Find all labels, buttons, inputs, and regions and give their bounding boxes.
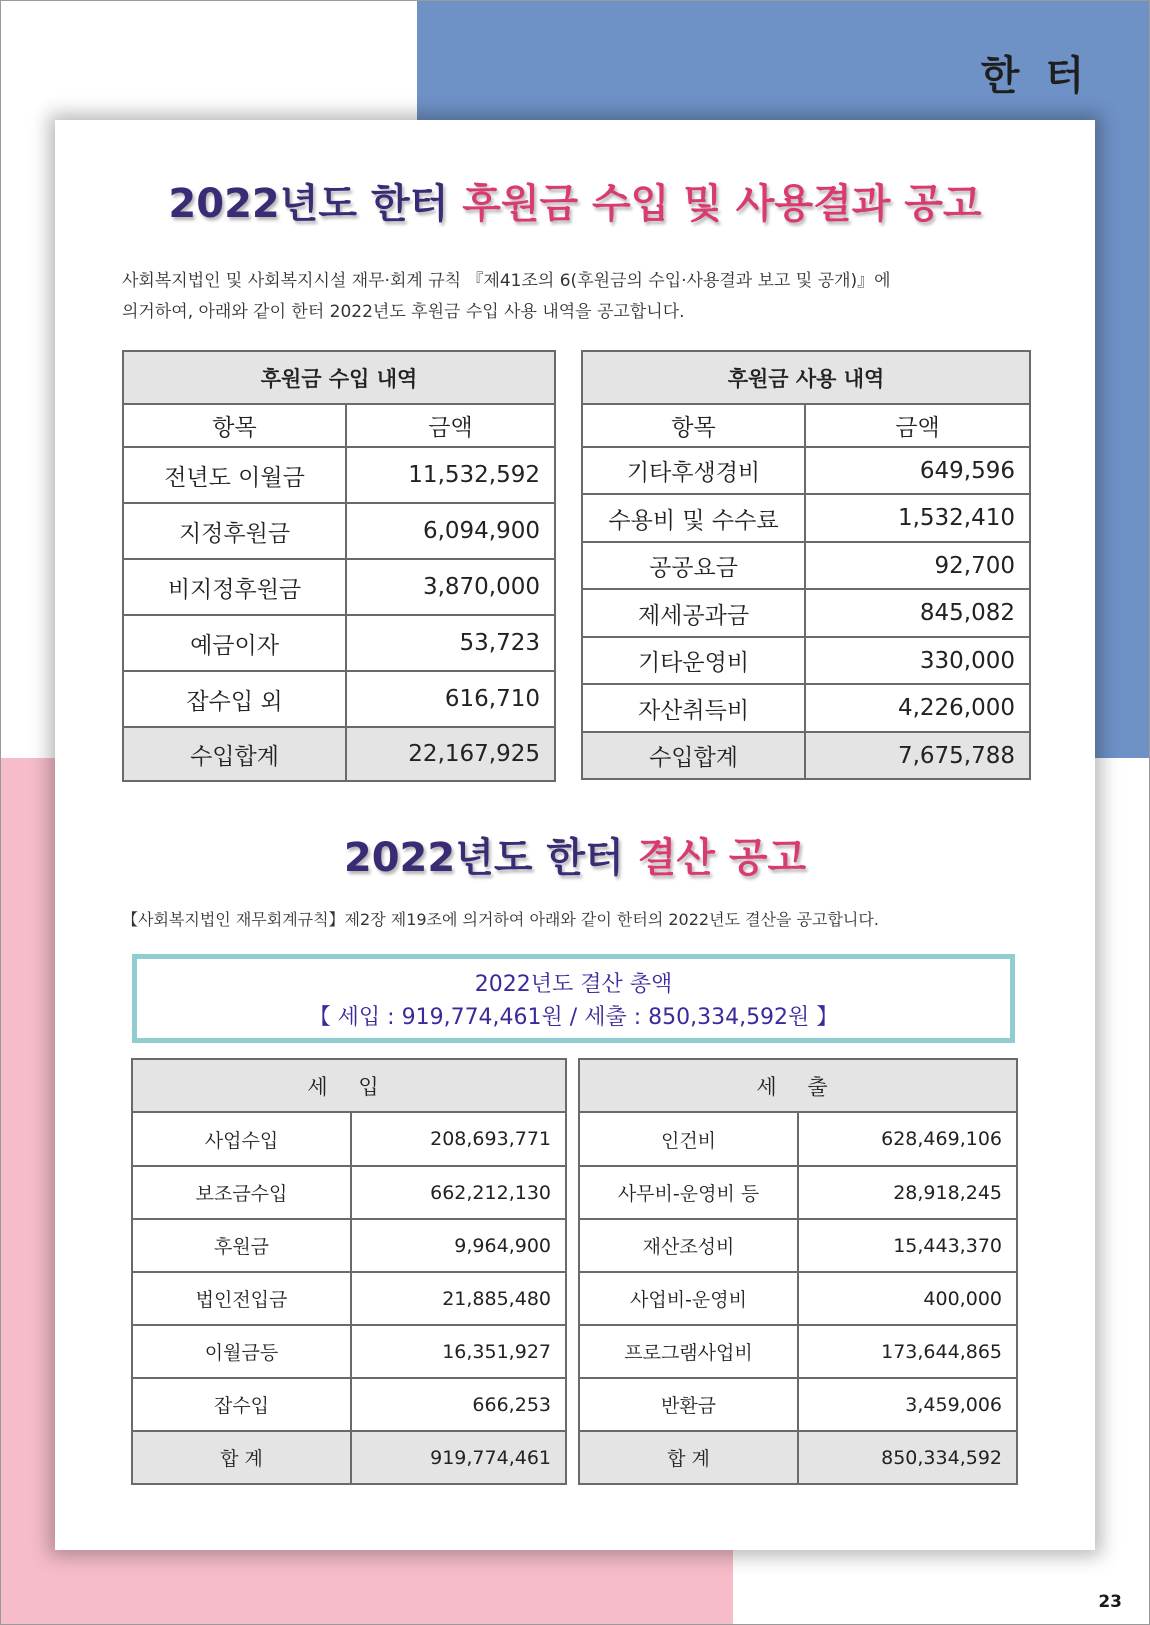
expense-row-label: 인건비 (579, 1112, 798, 1166)
revenue-row-value: 662,212,130 (351, 1166, 566, 1219)
income-row-label: 전년도 이월금 (123, 447, 346, 503)
expense-table-header: 세 출 (579, 1059, 1017, 1112)
revenue-total-row (132, 1431, 566, 1484)
table-row (579, 1378, 1017, 1431)
expense-row-value: 400,000 (798, 1272, 1017, 1325)
settlement-summary-line2: 【 세입 : 919,774,461원 / 세출 : 850,334,592원 】 (308, 1005, 839, 1030)
expense-row-value: 15,443,370 (798, 1219, 1017, 1272)
usage-row-value: 92,700 (805, 542, 1030, 589)
income-row-value: 11,532,592 (346, 447, 555, 503)
expense-total-value: 850,334,592 (798, 1431, 1017, 1484)
income-row-value: 3,870,000 (346, 559, 555, 615)
usage-row-label: 자산취득비 (582, 684, 805, 732)
usage-row-label: 수용비 및 수수료 (582, 494, 805, 542)
revenue-total-value: 919,774,461 (351, 1431, 566, 1484)
usage-total-label: 수입합계 (582, 732, 805, 779)
donation-intro-line2: 의거하여, 아래와 같이 한터 2022년도 후원금 수입 사용 내역을 공고합니다. (122, 302, 685, 322)
content-card (55, 120, 1095, 1550)
table-row (579, 1112, 1017, 1166)
revenue-table (131, 1058, 567, 1485)
usage-row-label: 기타운영비 (582, 637, 805, 684)
revenue-row-label: 법인전입금 (132, 1272, 351, 1325)
table-row (582, 447, 1030, 494)
usage-col-item: 항목 (582, 404, 805, 447)
income-col-amount: 금액 (346, 404, 555, 447)
income-table (122, 350, 556, 782)
table-row (582, 637, 1030, 684)
donation-intro-line1: 사회복지법인 및 사회복지시설 재무·회계 규칙 『제41조의 6(후원금의 수입·사용결과 보고 및 공개)』에 (122, 271, 891, 291)
settlement-title-pink: 결산 공고 (637, 835, 807, 881)
income-total-row (123, 727, 555, 781)
revenue-row-value: 16,351,927 (351, 1325, 566, 1378)
usage-col-amount: 금액 (805, 404, 1030, 447)
donation-intro (122, 266, 1022, 328)
donation-title-pink: 후원금 수입 및 사용결과 공고 (462, 181, 982, 227)
settlement-summary-box (132, 954, 1015, 1043)
usage-row-label: 공공요금 (582, 542, 805, 589)
revenue-total-label: 합 계 (132, 1431, 351, 1484)
table-row (582, 684, 1030, 732)
table-row (132, 1272, 566, 1325)
expense-total-label: 합 계 (579, 1431, 798, 1484)
usage-row-value: 1,532,410 (805, 494, 1030, 542)
expense-row-value: 3,459,006 (798, 1378, 1017, 1431)
table-row (123, 447, 555, 503)
table-row (582, 589, 1030, 637)
revenue-row-value: 9,964,900 (351, 1219, 566, 1272)
revenue-row-label: 보조금수입 (132, 1166, 351, 1219)
table-row (132, 1219, 566, 1272)
usage-total-row (582, 732, 1030, 779)
income-row-value: 616,710 (346, 671, 555, 727)
expense-total-row (579, 1431, 1017, 1484)
expense-row-label: 반환금 (579, 1378, 798, 1431)
table-row (579, 1325, 1017, 1378)
revenue-row-label: 이월금등 (132, 1325, 351, 1378)
income-row-label: 지정후원금 (123, 503, 346, 559)
income-row-value: 6,094,900 (346, 503, 555, 559)
expense-table (578, 1058, 1018, 1485)
income-row-label: 잡수입 외 (123, 671, 346, 727)
usage-table-header: 후원금 사용 내역 (582, 351, 1030, 404)
usage-row-label: 기타후생경비 (582, 447, 805, 494)
table-row (123, 559, 555, 615)
donation-title-dark: 2022년도 한터 (168, 181, 449, 227)
revenue-row-label: 잡수입 (132, 1378, 351, 1431)
expense-row-label: 사무비-운영비 등 (579, 1166, 798, 1219)
table-row (132, 1378, 566, 1431)
settlement-intro: 【사회복지법인 재무회계규칙】제2장 제19조에 의거하여 아래와 같이 한터의 2022년도 결산을 공고합니다. (122, 910, 879, 929)
expense-row-value: 628,469,106 (798, 1112, 1017, 1166)
revenue-table-header: 세 입 (132, 1059, 566, 1112)
expense-row-label: 프로그램사업비 (579, 1325, 798, 1378)
expense-row-label: 사업비-운영비 (579, 1272, 798, 1325)
table-row (132, 1325, 566, 1378)
donation-title (55, 172, 1095, 229)
table-row (582, 542, 1030, 589)
table-row (579, 1272, 1017, 1325)
usage-row-label: 제세공과금 (582, 589, 805, 637)
table-row (123, 503, 555, 559)
settlement-summary-line1: 2022년도 결산 총액 (474, 972, 673, 997)
usage-total-value: 7,675,788 (805, 732, 1030, 779)
revenue-row-label: 사업수입 (132, 1112, 351, 1166)
table-row (123, 671, 555, 727)
usage-row-value: 845,082 (805, 589, 1030, 637)
usage-row-value: 649,596 (805, 447, 1030, 494)
usage-table (581, 350, 1031, 780)
income-row-label: 예금이자 (123, 615, 346, 671)
table-row (123, 615, 555, 671)
revenue-row-value: 208,693,771 (351, 1112, 566, 1166)
settlement-title (55, 826, 1095, 883)
usage-row-value: 4,226,000 (805, 684, 1030, 732)
income-total-value: 22,167,925 (346, 727, 555, 781)
expense-row-label: 재산조성비 (579, 1219, 798, 1272)
settlement-title-dark: 2022년도 한터 (343, 835, 624, 881)
income-row-value: 53,723 (346, 615, 555, 671)
revenue-row-value: 666,253 (351, 1378, 566, 1431)
expense-row-value: 28,918,245 (798, 1166, 1017, 1219)
page-number: 23 (1098, 1592, 1122, 1612)
table-row (132, 1112, 566, 1166)
income-total-label: 수입합계 (123, 727, 346, 781)
usage-row-value: 330,000 (805, 637, 1030, 684)
table-row (132, 1166, 566, 1219)
table-row (582, 494, 1030, 542)
revenue-row-label: 후원금 (132, 1219, 351, 1272)
section-tag: 한 터 (980, 53, 1090, 99)
table-row (579, 1219, 1017, 1272)
expense-row-value: 173,644,865 (798, 1325, 1017, 1378)
income-row-label: 비지정후원금 (123, 559, 346, 615)
income-table-header: 후원금 수입 내역 (123, 351, 555, 404)
table-row (579, 1166, 1017, 1219)
income-col-item: 항목 (123, 404, 346, 447)
revenue-row-value: 21,885,480 (351, 1272, 566, 1325)
